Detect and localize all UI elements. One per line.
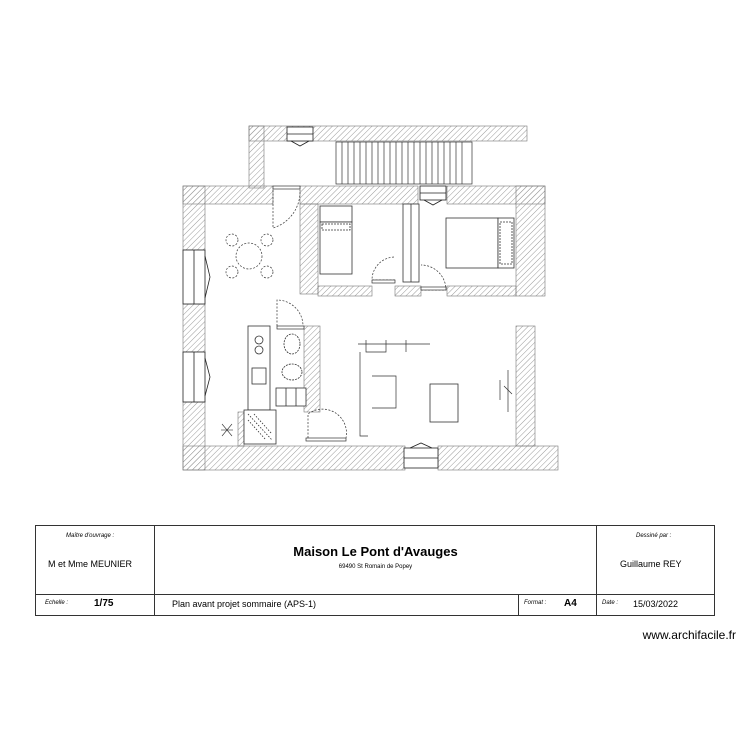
tv-unit: [500, 370, 512, 412]
project-address: 69490 St Romain de Popey: [338, 564, 413, 570]
credit-link[interactable]: www.archifacile.fr: [642, 628, 736, 642]
single-bed: [320, 206, 352, 274]
date-label: Date :: [602, 600, 619, 606]
kitchen: [244, 326, 276, 444]
bathroom: [276, 334, 306, 406]
divider-format: [518, 594, 519, 615]
phase-value: Plan avant projet sommaire (APS-1): [172, 599, 317, 609]
divider-right: [596, 526, 597, 615]
plant: [221, 424, 233, 436]
designer-label: Dessiné par :: [636, 533, 672, 539]
divider-bottom-row: [36, 594, 714, 595]
sofa: [358, 340, 430, 436]
double-bed: [446, 218, 514, 268]
coffee-table: [430, 384, 458, 422]
date-value: 15/03/2022: [633, 599, 679, 609]
title-block: [35, 525, 715, 616]
project-title: Maison Le Pont d'Avauges: [293, 544, 458, 559]
format-value: A4: [564, 598, 577, 609]
scale-value: 1/75: [94, 598, 114, 609]
format-label: Format :: [524, 600, 547, 606]
divider-left: [154, 526, 155, 615]
owner-value: M et Mme MEUNIER: [48, 559, 133, 569]
owner-label: Maître d'ouvrage :: [66, 533, 115, 539]
scale-label: Echelle :: [45, 600, 69, 606]
designer-value: Guillaume REY: [620, 559, 682, 569]
dining-table: [226, 234, 273, 278]
staircase: [336, 142, 472, 184]
wardrobe: [403, 204, 419, 282]
